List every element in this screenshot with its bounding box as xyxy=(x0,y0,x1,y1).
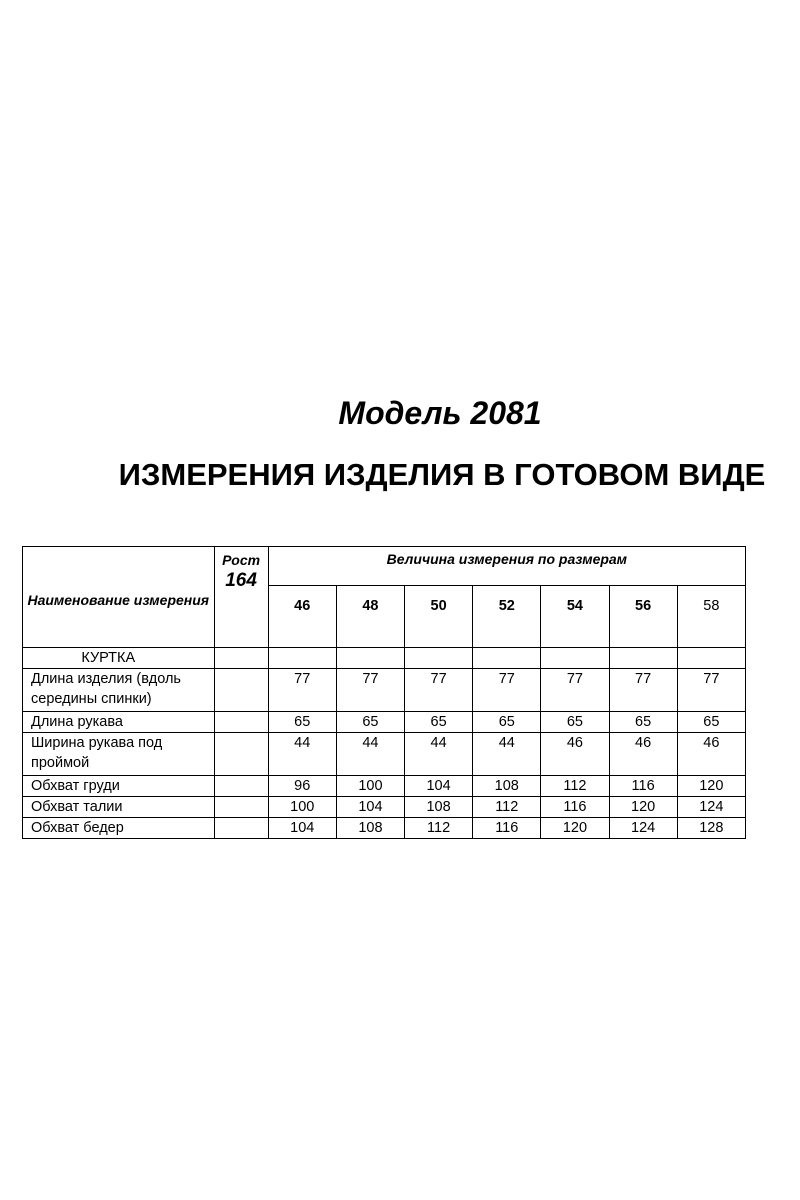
value-cell: 124 xyxy=(677,797,745,818)
size-chart-table xyxy=(22,546,746,839)
value-cell: 108 xyxy=(405,797,473,818)
height-cell xyxy=(214,797,268,818)
value-cell: 124 xyxy=(609,818,677,839)
header-measurement-name: Наименование измерения xyxy=(23,547,215,648)
value-cell: 104 xyxy=(268,818,336,839)
header-size-group: Величина измерения по размерам xyxy=(268,547,745,586)
measurement-name: Обхват бедер xyxy=(23,818,215,839)
height-cell xyxy=(214,712,268,733)
value-cell: 65 xyxy=(541,712,609,733)
empty-cell xyxy=(609,648,677,669)
measurement-name: Длина изделия (вдоль середины спинки) xyxy=(23,669,215,712)
page-title: ИЗМЕРЕНИЯ ИЗДЕЛИЯ В ГОТОВОМ ВИДЕ xyxy=(118,457,766,492)
measurement-name: Длина рукава xyxy=(23,712,215,733)
value-cell: 65 xyxy=(336,712,404,733)
value-cell: 44 xyxy=(336,733,404,776)
value-cell: 65 xyxy=(405,712,473,733)
value-cell: 100 xyxy=(336,776,404,797)
value-cell: 116 xyxy=(541,797,609,818)
height-label: Рост xyxy=(222,552,261,568)
value-cell: 44 xyxy=(268,733,336,776)
size-header: 58 xyxy=(677,586,745,648)
header-row-top xyxy=(23,547,746,586)
value-cell: 65 xyxy=(677,712,745,733)
value-cell: 96 xyxy=(268,776,336,797)
size-header: 50 xyxy=(405,586,473,648)
value-cell: 116 xyxy=(609,776,677,797)
measurement-name: Обхват талии xyxy=(23,797,215,818)
measurement-name: Обхват груди xyxy=(23,776,215,797)
height-cell xyxy=(214,818,268,839)
value-cell: 112 xyxy=(405,818,473,839)
value-cell: 77 xyxy=(677,669,745,712)
value-cell: 46 xyxy=(677,733,745,776)
table-row xyxy=(23,669,746,712)
value-cell: 77 xyxy=(541,669,609,712)
size-header: 56 xyxy=(609,586,677,648)
table-row xyxy=(23,733,746,776)
section-row xyxy=(23,648,746,669)
value-cell: 65 xyxy=(268,712,336,733)
value-cell: 112 xyxy=(541,776,609,797)
value-cell: 46 xyxy=(609,733,677,776)
empty-cell xyxy=(268,648,336,669)
table-row xyxy=(23,818,746,839)
value-cell: 104 xyxy=(336,797,404,818)
value-cell: 44 xyxy=(473,733,541,776)
value-cell: 77 xyxy=(336,669,404,712)
model-title: Модель 2081 xyxy=(338,395,542,431)
value-cell: 104 xyxy=(405,776,473,797)
empty-cell xyxy=(214,648,268,669)
empty-cell xyxy=(677,648,745,669)
size-header: 54 xyxy=(541,586,609,648)
value-cell: 77 xyxy=(473,669,541,712)
value-cell: 108 xyxy=(473,776,541,797)
table-row xyxy=(23,797,746,818)
value-cell: 112 xyxy=(473,797,541,818)
height-cell xyxy=(214,776,268,797)
table-row xyxy=(23,776,746,797)
size-header: 46 xyxy=(268,586,336,648)
height-cell xyxy=(214,733,268,776)
value-cell: 116 xyxy=(473,818,541,839)
value-cell: 120 xyxy=(541,818,609,839)
measurement-name: Ширина рукава под проймой xyxy=(23,733,215,776)
empty-cell xyxy=(336,648,404,669)
empty-cell xyxy=(473,648,541,669)
size-header: 48 xyxy=(336,586,404,648)
value-cell: 120 xyxy=(609,797,677,818)
section-label: КУРТКА xyxy=(23,648,215,669)
empty-cell xyxy=(405,648,473,669)
empty-cell xyxy=(541,648,609,669)
height-cell xyxy=(214,669,268,712)
value-cell: 65 xyxy=(473,712,541,733)
value-cell: 128 xyxy=(677,818,745,839)
value-cell: 77 xyxy=(405,669,473,712)
value-cell: 77 xyxy=(609,669,677,712)
value-cell: 46 xyxy=(541,733,609,776)
height-value: 164 xyxy=(225,570,257,591)
table-row xyxy=(23,712,746,733)
value-cell: 65 xyxy=(609,712,677,733)
value-cell: 100 xyxy=(268,797,336,818)
value-cell: 77 xyxy=(268,669,336,712)
value-cell: 44 xyxy=(405,733,473,776)
value-cell: 108 xyxy=(336,818,404,839)
size-header: 52 xyxy=(473,586,541,648)
header-height xyxy=(214,547,268,648)
value-cell: 120 xyxy=(677,776,745,797)
